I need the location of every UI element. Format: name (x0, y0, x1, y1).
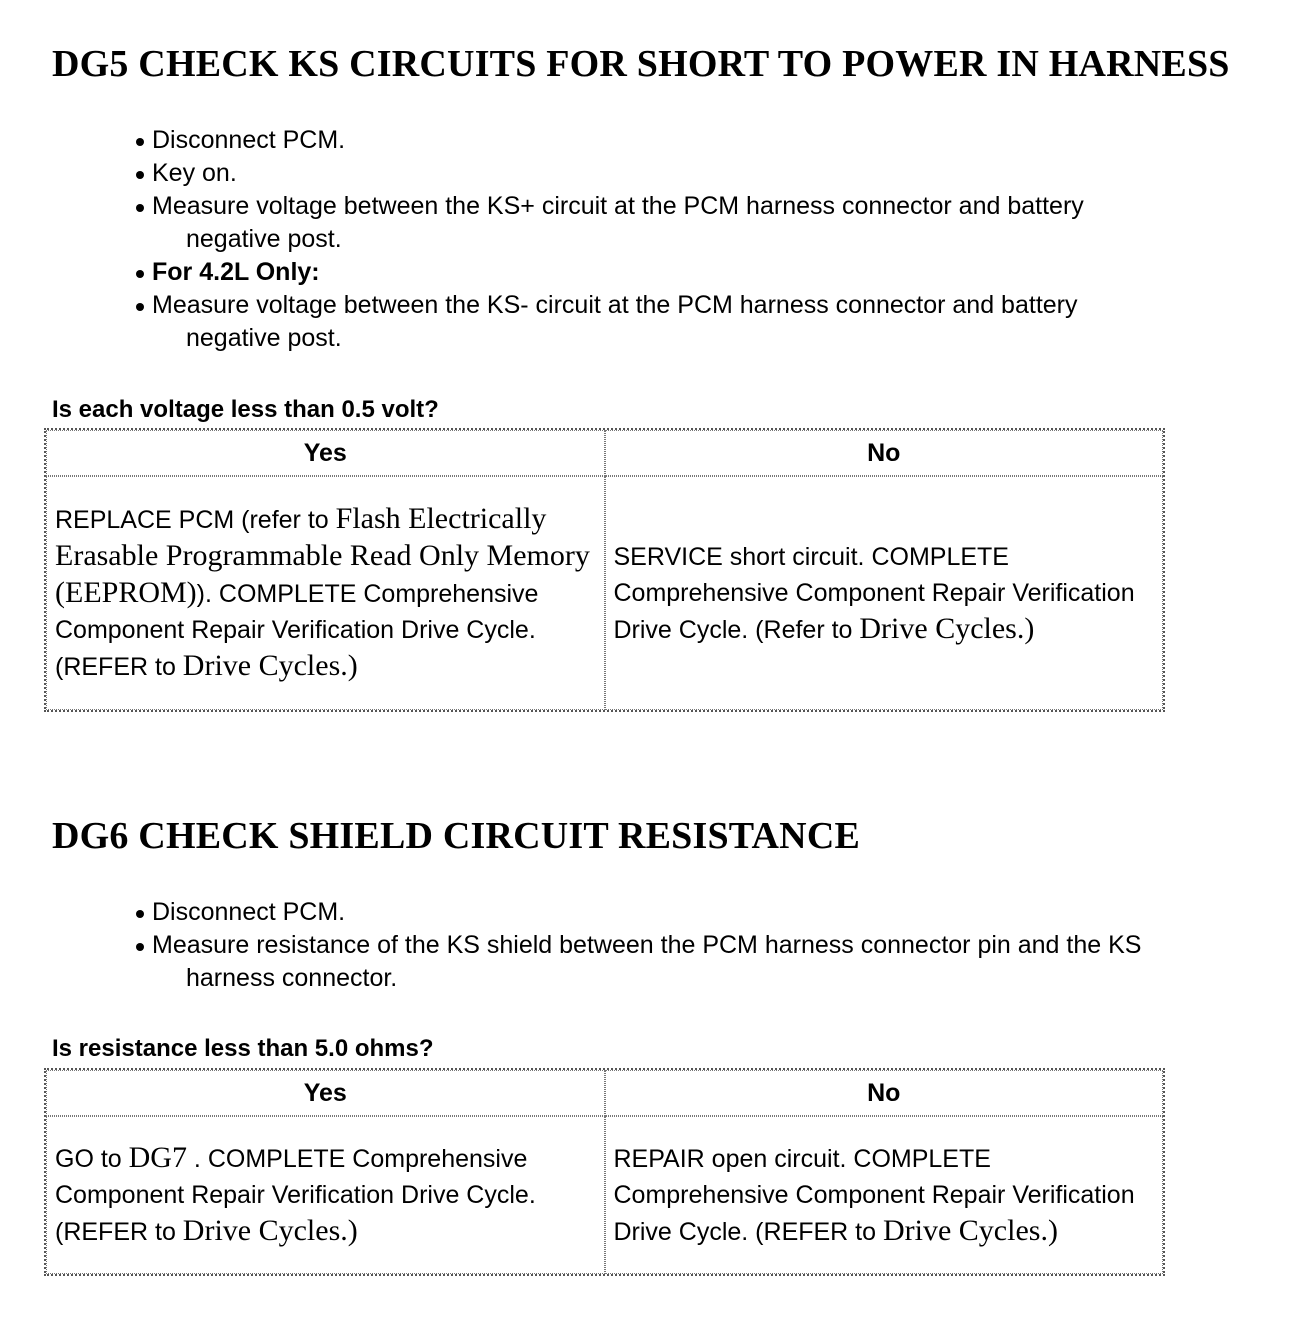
dg6-decision-table (44, 1068, 1165, 1276)
bullet-icon (136, 303, 144, 311)
dg6-question: Is resistance less than 5.0 ohms? (52, 1035, 434, 1062)
no-column-header: No (605, 1070, 1164, 1116)
drive-cycles-link[interactable]: Drive Cycles (859, 611, 1017, 645)
dg5-title: DG5 CHECK KS CIRCUITS FOR SHORT TO POWER IN HARNESS (52, 43, 1230, 85)
drive-cycles-link[interactable]: Drive Cycles (882, 1213, 1041, 1247)
dg5-step-list (135, 124, 1084, 355)
list-item: Measure voltage between the KS- circuit at the PCM harness connector and battery negative post. (135, 289, 1084, 355)
yes-action-cell: GO to DG7 . COMPLETE Comprehensive Component Repair Verification Drive Cycle. (REFER to Drive Cycles.) (46, 1116, 605, 1274)
list-item: Key on. (135, 157, 1084, 190)
bullet-icon (136, 138, 144, 146)
bullet-icon (136, 171, 144, 179)
dg6-step-list (135, 896, 1141, 995)
bullet-icon (136, 270, 144, 278)
list-item: Disconnect PCM. (135, 124, 1084, 157)
yes-column-header: Yes (46, 430, 605, 476)
dg7-link[interactable]: DG7 (128, 1141, 187, 1174)
list-item: Measure resistance of the KS shield between the PCM harness connector pin and the KS harness connector. (135, 929, 1141, 995)
bullet-icon (136, 910, 144, 918)
bullet-icon (136, 204, 144, 212)
no-action-cell: REPAIR open circuit. COMPLETE Comprehensive Component Repair Verification Drive Cycle. (REFER to Drive Cycles.) (605, 1116, 1164, 1274)
dg6-title: DG6 CHECK SHIELD CIRCUIT RESISTANCE (52, 815, 861, 857)
no-column-header: No (605, 430, 1164, 476)
list-item: For 4.2L Only: (135, 256, 1084, 289)
dg5-question: Is each voltage less than 0.5 volt? (52, 396, 439, 423)
list-item: Disconnect PCM. (135, 896, 1141, 929)
no-action-cell: SERVICE short circuit. COMPLETE Comprehensive Component Repair Verification Drive Cycle. (Refer to Drive Cycles.) (605, 476, 1164, 710)
drive-cycles-link[interactable]: Drive Cycles (182, 1214, 341, 1247)
yes-column-header: Yes (46, 1070, 605, 1116)
dg5-decision-table (44, 428, 1165, 712)
drive-cycles-link[interactable]: Drive Cycles (182, 649, 341, 682)
eeprom-link[interactable]: Flash Electrically Erasable Programmable Read Only Memory (EEPROM) (55, 502, 590, 609)
list-item: Measure voltage between the KS+ circuit at the PCM harness connector and battery negative post. (135, 190, 1084, 256)
bullet-icon (136, 943, 144, 951)
yes-action-cell: REPLACE PCM (refer to Flash Electrically Erasable Programmable Read Only Memory (EEPROM)). COMPLETE Comprehensive Component Repair Verification Drive Cycle. (REFER to Drive Cycles.) (46, 476, 605, 710)
